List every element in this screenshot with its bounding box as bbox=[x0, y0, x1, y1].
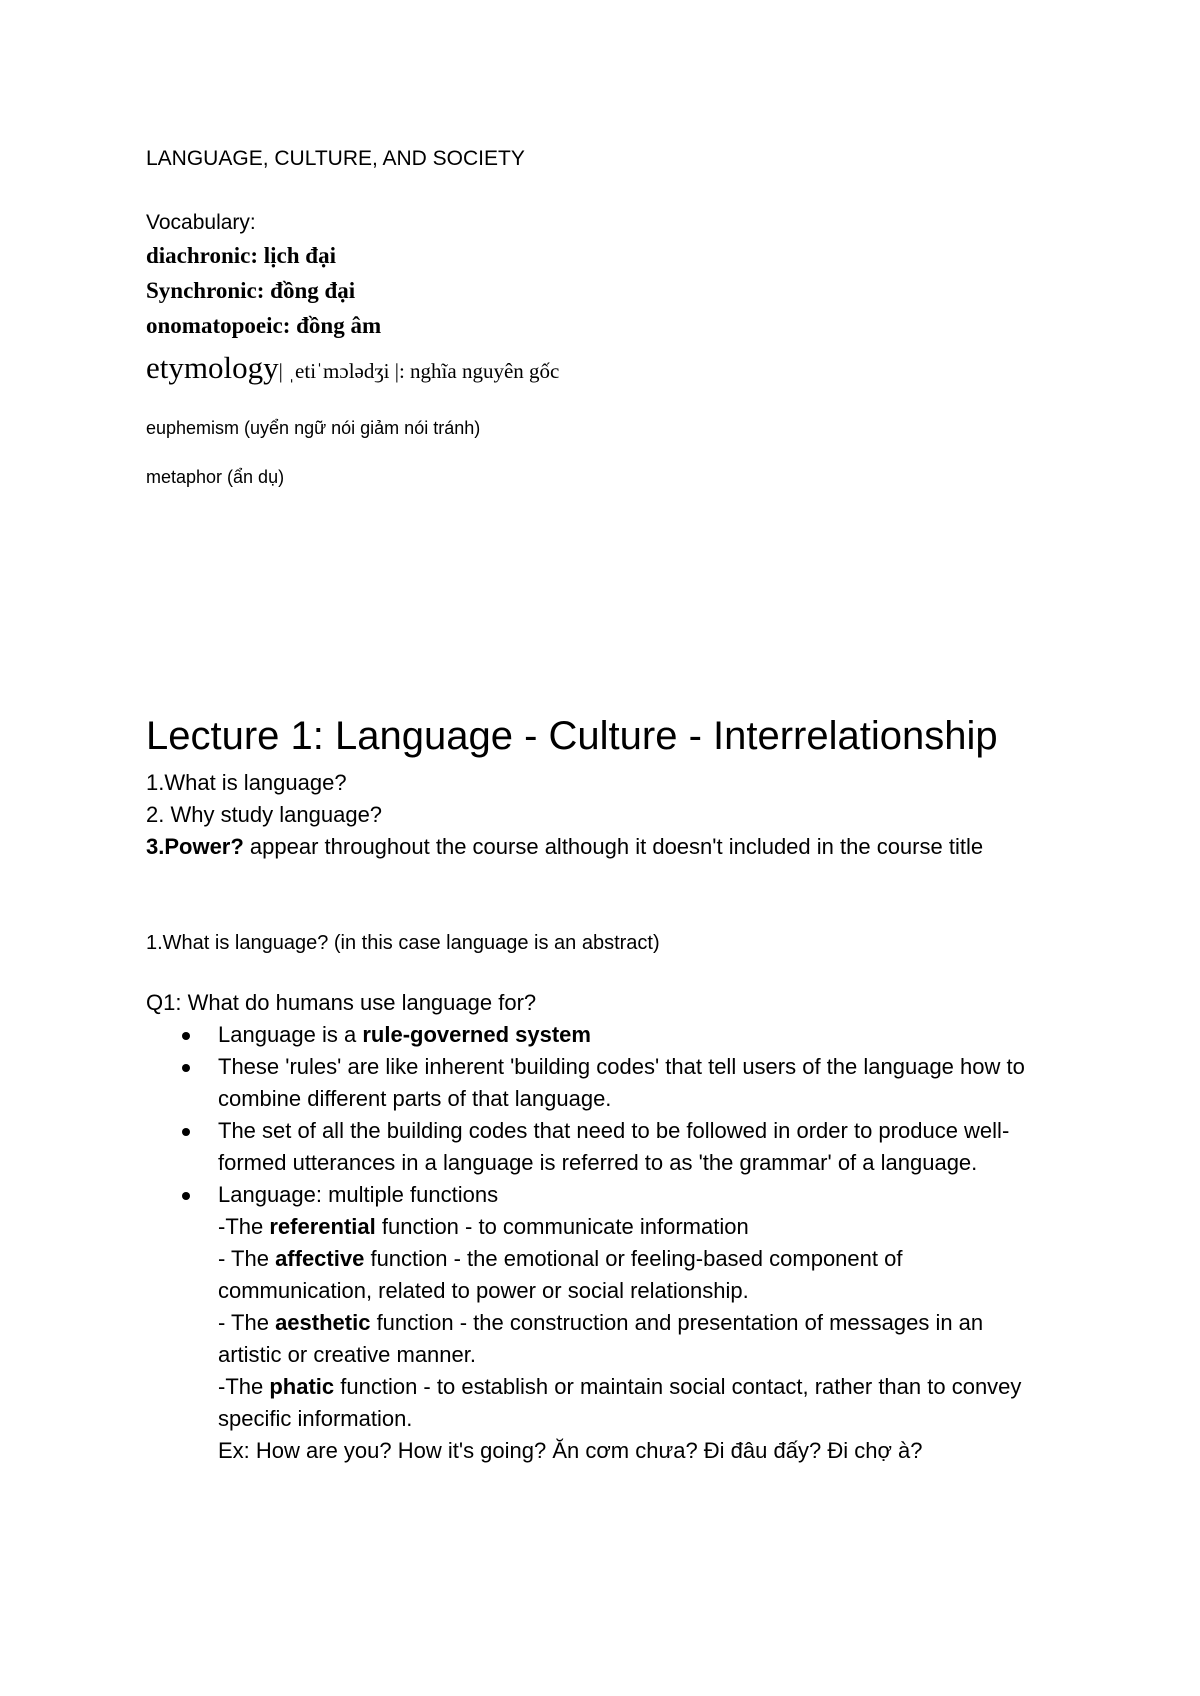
bullet-icon bbox=[182, 1128, 190, 1136]
vocab-entry-euphemism: euphemism (uyển ngữ nói giảm nói tránh) bbox=[146, 418, 481, 438]
vocab-entry-synchronic: Synchronic: đồng đại bbox=[146, 278, 356, 303]
question-what-is-language: 1.What is language? bbox=[146, 770, 347, 795]
function-name: referential bbox=[269, 1214, 376, 1239]
bullet-list bbox=[146, 1019, 1046, 1467]
vocab-entry-etymology bbox=[146, 350, 559, 386]
power-label: 3.Power? bbox=[146, 834, 244, 859]
function-prefix: - The bbox=[218, 1246, 276, 1271]
bullet-text: Language: multiple functions bbox=[218, 1182, 499, 1207]
etymology-term: etymology bbox=[146, 350, 279, 385]
lecture-title: Lecture 1: Language - Culture - Interrelationship bbox=[146, 714, 998, 758]
function-prefix: -The bbox=[218, 1374, 270, 1399]
list-item bbox=[146, 1019, 1046, 1051]
function-desc: function - to communicate information bbox=[375, 1214, 749, 1239]
function-desc: function - to establish or maintain social contact, rather than to convey specific information. bbox=[218, 1374, 1022, 1431]
bullet-bold-text: rule-governed system bbox=[362, 1022, 591, 1047]
bullet-icon bbox=[182, 1032, 190, 1040]
document-title: LANGUAGE, CULTURE, AND SOCIETY bbox=[146, 147, 525, 170]
function-aesthetic bbox=[218, 1307, 1046, 1371]
vocabulary-heading: Vocabulary: bbox=[146, 211, 256, 234]
function-desc: function - the construction and presentation of messages in an artistic or creative manner. bbox=[218, 1310, 984, 1367]
bullet-text: Language is a bbox=[218, 1022, 363, 1047]
power-text: appear throughout the course although it doesn't included in the course title bbox=[243, 834, 984, 859]
vocab-entry-diachronic: diachronic: lịch đại bbox=[146, 243, 336, 268]
function-desc: function - the emotional or feeling-based component of communication, related to power or social relationship. bbox=[218, 1246, 903, 1303]
list-item bbox=[146, 1051, 1046, 1115]
section-subheading: 1.What is language? (in this case language is an abstract) bbox=[146, 932, 660, 954]
function-name: aesthetic bbox=[275, 1310, 371, 1335]
bullet-text: These 'rules' are like inherent 'building codes' that tell users of the language how to combine different parts of that language. bbox=[218, 1054, 1025, 1111]
bullet-icon bbox=[182, 1064, 190, 1072]
question-why-study-language: 2. Why study language? bbox=[146, 802, 383, 827]
function-prefix: - The bbox=[218, 1310, 276, 1335]
vocab-entry-onomatopoeic: onomatopoeic: đồng âm bbox=[146, 313, 382, 338]
function-affective bbox=[218, 1243, 1046, 1307]
question-power bbox=[146, 831, 1046, 863]
question-q1: Q1: What do humans use language for? bbox=[146, 990, 537, 1015]
function-name: affective bbox=[275, 1246, 365, 1271]
vocab-entry-metaphor: metaphor (ẩn dụ) bbox=[146, 467, 285, 487]
bullet-text: The set of all the building codes that need to be followed in order to produce well-formed utterances in a language is referred to as 'the grammar' of a language. bbox=[218, 1118, 1010, 1175]
etymology-definition: | ˌetiˈmɔlədʒi |: nghĩa nguyên gốc bbox=[278, 359, 560, 383]
function-phatic bbox=[218, 1371, 1046, 1435]
function-referential bbox=[218, 1211, 1046, 1243]
list-item bbox=[146, 1179, 1046, 1467]
list-item bbox=[146, 1115, 1046, 1179]
function-prefix: -The bbox=[218, 1214, 270, 1239]
example-text: Ex: How are you? How it's going? Ăn cơm chưa? Đi đâu đấy? Đi chợ à? bbox=[218, 1438, 923, 1463]
function-name: phatic bbox=[269, 1374, 335, 1399]
bullet-icon bbox=[182, 1192, 190, 1200]
